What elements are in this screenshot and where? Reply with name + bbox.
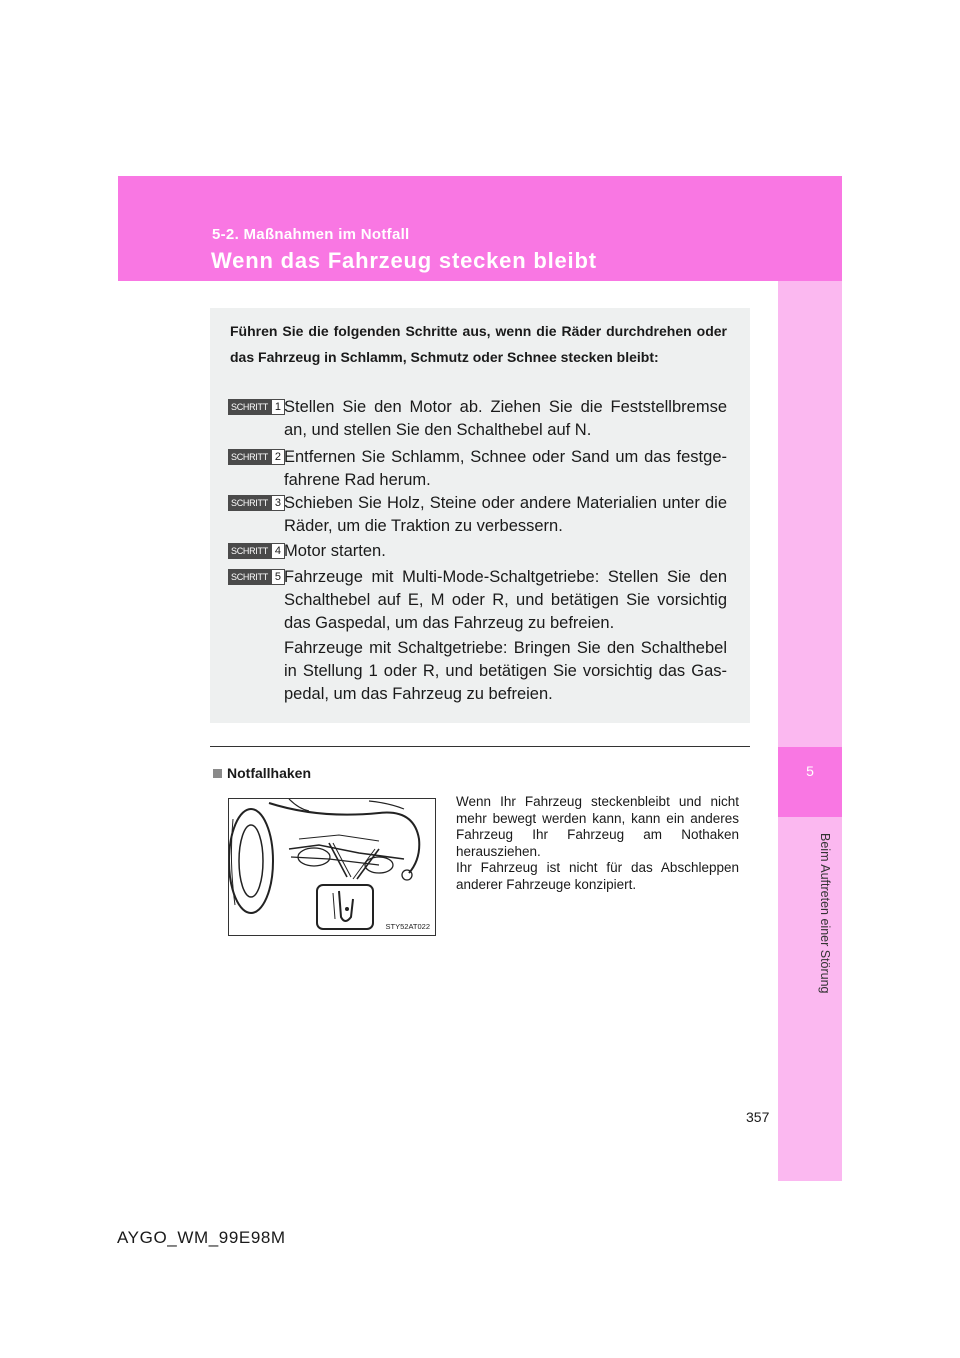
chapter-title: Beim Auftreten einer Störung [818,833,832,994]
step-word: SCHRITT [228,449,271,465]
figure-code: STY52AT022 [385,922,430,931]
step-text: Motor starten. [284,542,386,560]
step-number: 5 [271,569,285,585]
step-badge [228,543,285,559]
page-title: Wenn das Fahrzeug stecken bleibt [211,248,597,273]
chapter-number: 5 [806,763,814,779]
step-text-manual: Fahrzeuge mit Schaltgetriebe: Bringen Sie den Schalthebel in Stellung 1 oder R, und betätigen Sie vorsichtig das Gaspedal, um das Fahrzeug zu befreien. [284,639,727,703]
step-word: SCHRITT [228,543,271,559]
towing-hook-illustration [228,798,436,936]
chapter-number-box [778,747,842,817]
notfallhaken-heading [213,765,311,781]
step-text: Schieben Sie Holz, Steine oder andere Materialien unter die Räder, um die Traktion zu verbessern. [284,494,727,535]
step-badge [228,495,285,511]
step-word: SCHRITT [228,569,271,585]
notfallhaken-heading-text: Notfallhaken [227,765,312,781]
step-badge [228,569,285,585]
step-number: 2 [271,449,285,465]
page-number: 357 [746,1109,770,1125]
divider [210,746,750,747]
intro-text: Führen Sie die folgenden Schritte aus, wenn die Räder durchdrehen oder das Fahrzeug in Schlamm, Schmutz oder Schnee stecken bleibt: [230,323,727,365]
step-text: Entfernen Sie Schlamm, Schnee oder Sand um das festgefahrene Rad herum. [284,448,727,489]
section-label: 5-2. Maßnahmen im Notfall [212,226,410,243]
notfallhaken-text-2: Ihr Fahrzeug ist nicht für das Abschleppen anderer Fahrzeuge konzipiert. [456,860,739,892]
page-header [118,176,842,281]
step-number: 4 [271,543,285,559]
step-text: Fahrzeuge mit Multi-Mode-Schaltgetriebe: Stellen Sie den Schalthebel auf E, M oder R, und betätigen Sie vorsichtig das Gaspedal, um das Fahrzeug zu befreien. [284,568,727,632]
document-code: AYGO_WM_99E98M [117,1228,286,1247]
chapter-side-tab [778,281,842,1181]
step-text: Stellen Sie den Motor ab. Ziehen Sie die Feststellbremse an, und stellen Sie den Schalthebel auf N. [284,398,727,439]
step-badge [228,399,285,415]
step-number: 1 [271,399,285,415]
notfallhaken-description [456,794,739,893]
step-badge [228,449,285,465]
step-word: SCHRITT [228,495,271,511]
step-number: 3 [271,495,285,511]
car-underside-drawing [229,799,435,935]
notfallhaken-text-1: Wenn Ihr Fahrzeug steckenbleibt und nicht mehr bewegt werden kann, kann ein anderes Fahrzeug Ihr Fahrzeug am Nothaken herausziehen. [456,794,739,859]
step-word: SCHRITT [228,399,271,415]
bullet-square-icon [213,769,222,778]
instructions-box [210,308,750,723]
